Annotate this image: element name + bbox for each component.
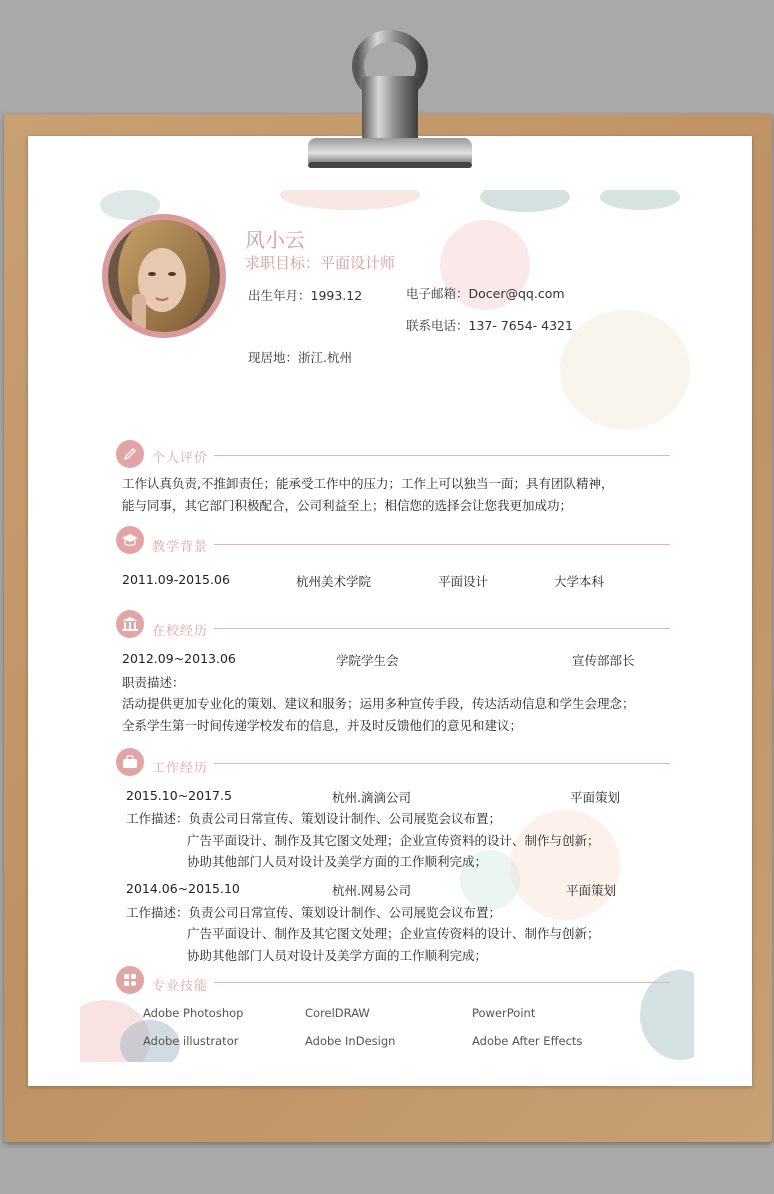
decor-blob bbox=[480, 190, 570, 212]
resume-sheet bbox=[80, 190, 694, 1062]
job-desc: 协助其他部门人员对设计及美学方面的工作顺利完成； bbox=[187, 854, 488, 869]
education-period: 2011.09-2015.06 bbox=[122, 572, 230, 587]
section-divider bbox=[214, 455, 670, 456]
skills-grid-icon bbox=[116, 966, 144, 994]
campus-period: 2012.09~2013.06 bbox=[122, 651, 236, 666]
job-desc: 工作描述：负责公司日常宣传、策划设计制作、公司展览会议布置； bbox=[126, 905, 502, 920]
birth-date: 出生年月：1993.12 bbox=[248, 288, 363, 303]
briefcase-icon bbox=[116, 748, 144, 776]
skill-item: Adobe illustrator bbox=[143, 1034, 239, 1048]
job-period: 2015.10~2017.5 bbox=[126, 788, 232, 803]
section-title-evaluation: 个人评价 bbox=[152, 451, 209, 466]
section-divider bbox=[214, 982, 670, 983]
decor-blob bbox=[640, 970, 694, 1060]
pencil-icon bbox=[116, 440, 144, 468]
phone: 联系电话：137- 7654- 4321 bbox=[406, 318, 573, 333]
campus-duty-line: 活动提供更加专业化的策划、建议和服务；运用多种宣传手段，传达活动信息和学生会理念； bbox=[122, 696, 635, 711]
job-company: 杭州.滴滴公司 bbox=[332, 790, 411, 805]
skill-item: Adobe Photoshop bbox=[143, 1006, 244, 1020]
campus-org: 学院学生会 bbox=[336, 653, 399, 668]
campus-duty-line: 全系学生第一时间传递学校发布的信息，并及时反馈他们的意见和建议； bbox=[122, 718, 523, 733]
evaluation-line: 能与同事，其它部门积极配合，公司利益至上；相信您的选择会让您我更加成功； bbox=[122, 498, 573, 513]
section-title-education: 教学背景 bbox=[152, 540, 209, 555]
section-divider bbox=[214, 763, 670, 764]
job-company: 杭州.网易公司 bbox=[332, 883, 411, 898]
skill-item: Adobe After Effects bbox=[472, 1034, 583, 1048]
location: 现居地：浙江.杭州 bbox=[248, 350, 352, 365]
skill-item: Adobe InDesign bbox=[305, 1034, 396, 1048]
decor-blob bbox=[280, 190, 420, 210]
section-title-skills: 专业技能 bbox=[152, 979, 209, 994]
candidate-name: 风小云 bbox=[245, 228, 305, 252]
school-building-icon bbox=[116, 610, 144, 638]
job-position: 平面策划 bbox=[570, 790, 621, 805]
graduation-cap-icon bbox=[116, 526, 144, 554]
decor-blob bbox=[510, 810, 620, 920]
campus-role: 宣传部部长 bbox=[572, 653, 635, 668]
education-degree: 大学本科 bbox=[554, 574, 605, 589]
job-position: 平面策划 bbox=[566, 883, 617, 898]
job-target: 求职目标：平面设计师 bbox=[245, 254, 396, 272]
avatar bbox=[102, 214, 226, 338]
job-period: 2014.06~2015.10 bbox=[126, 881, 240, 896]
campus-duty-label: 职责描述： bbox=[122, 675, 185, 690]
decor-blob bbox=[600, 190, 680, 210]
job-desc: 工作描述：负责公司日常宣传、策划设计制作、公司展览会议布置； bbox=[126, 811, 502, 826]
skill-item: CorelDRAW bbox=[305, 1006, 370, 1020]
binder-clip-icon bbox=[300, 26, 476, 176]
section-divider bbox=[214, 628, 670, 629]
decor-blob bbox=[560, 310, 690, 430]
skill-item: PowerPoint bbox=[472, 1006, 536, 1020]
section-title-campus: 在校经历 bbox=[152, 624, 209, 639]
job-desc: 广告平面设计、制作及其它图文处理；企业宣传资料的设计、制作与创新； bbox=[187, 833, 600, 848]
education-school: 杭州美术学院 bbox=[296, 574, 372, 589]
evaluation-line: 工作认真负责,不推卸责任；能承受工作中的压力；工作上可以独当一面；具有团队精神， bbox=[122, 476, 614, 491]
section-title-work: 工作经历 bbox=[152, 761, 209, 776]
education-major: 平面设计 bbox=[438, 574, 489, 589]
job-desc: 协助其他部门人员对设计及美学方面的工作顺利完成； bbox=[187, 948, 488, 963]
email: 电子邮箱：Docer@qq.com bbox=[406, 286, 565, 301]
job-desc: 广告平面设计、制作及其它图文处理；企业宣传资料的设计、制作与创新； bbox=[187, 926, 600, 941]
section-divider bbox=[214, 544, 670, 545]
